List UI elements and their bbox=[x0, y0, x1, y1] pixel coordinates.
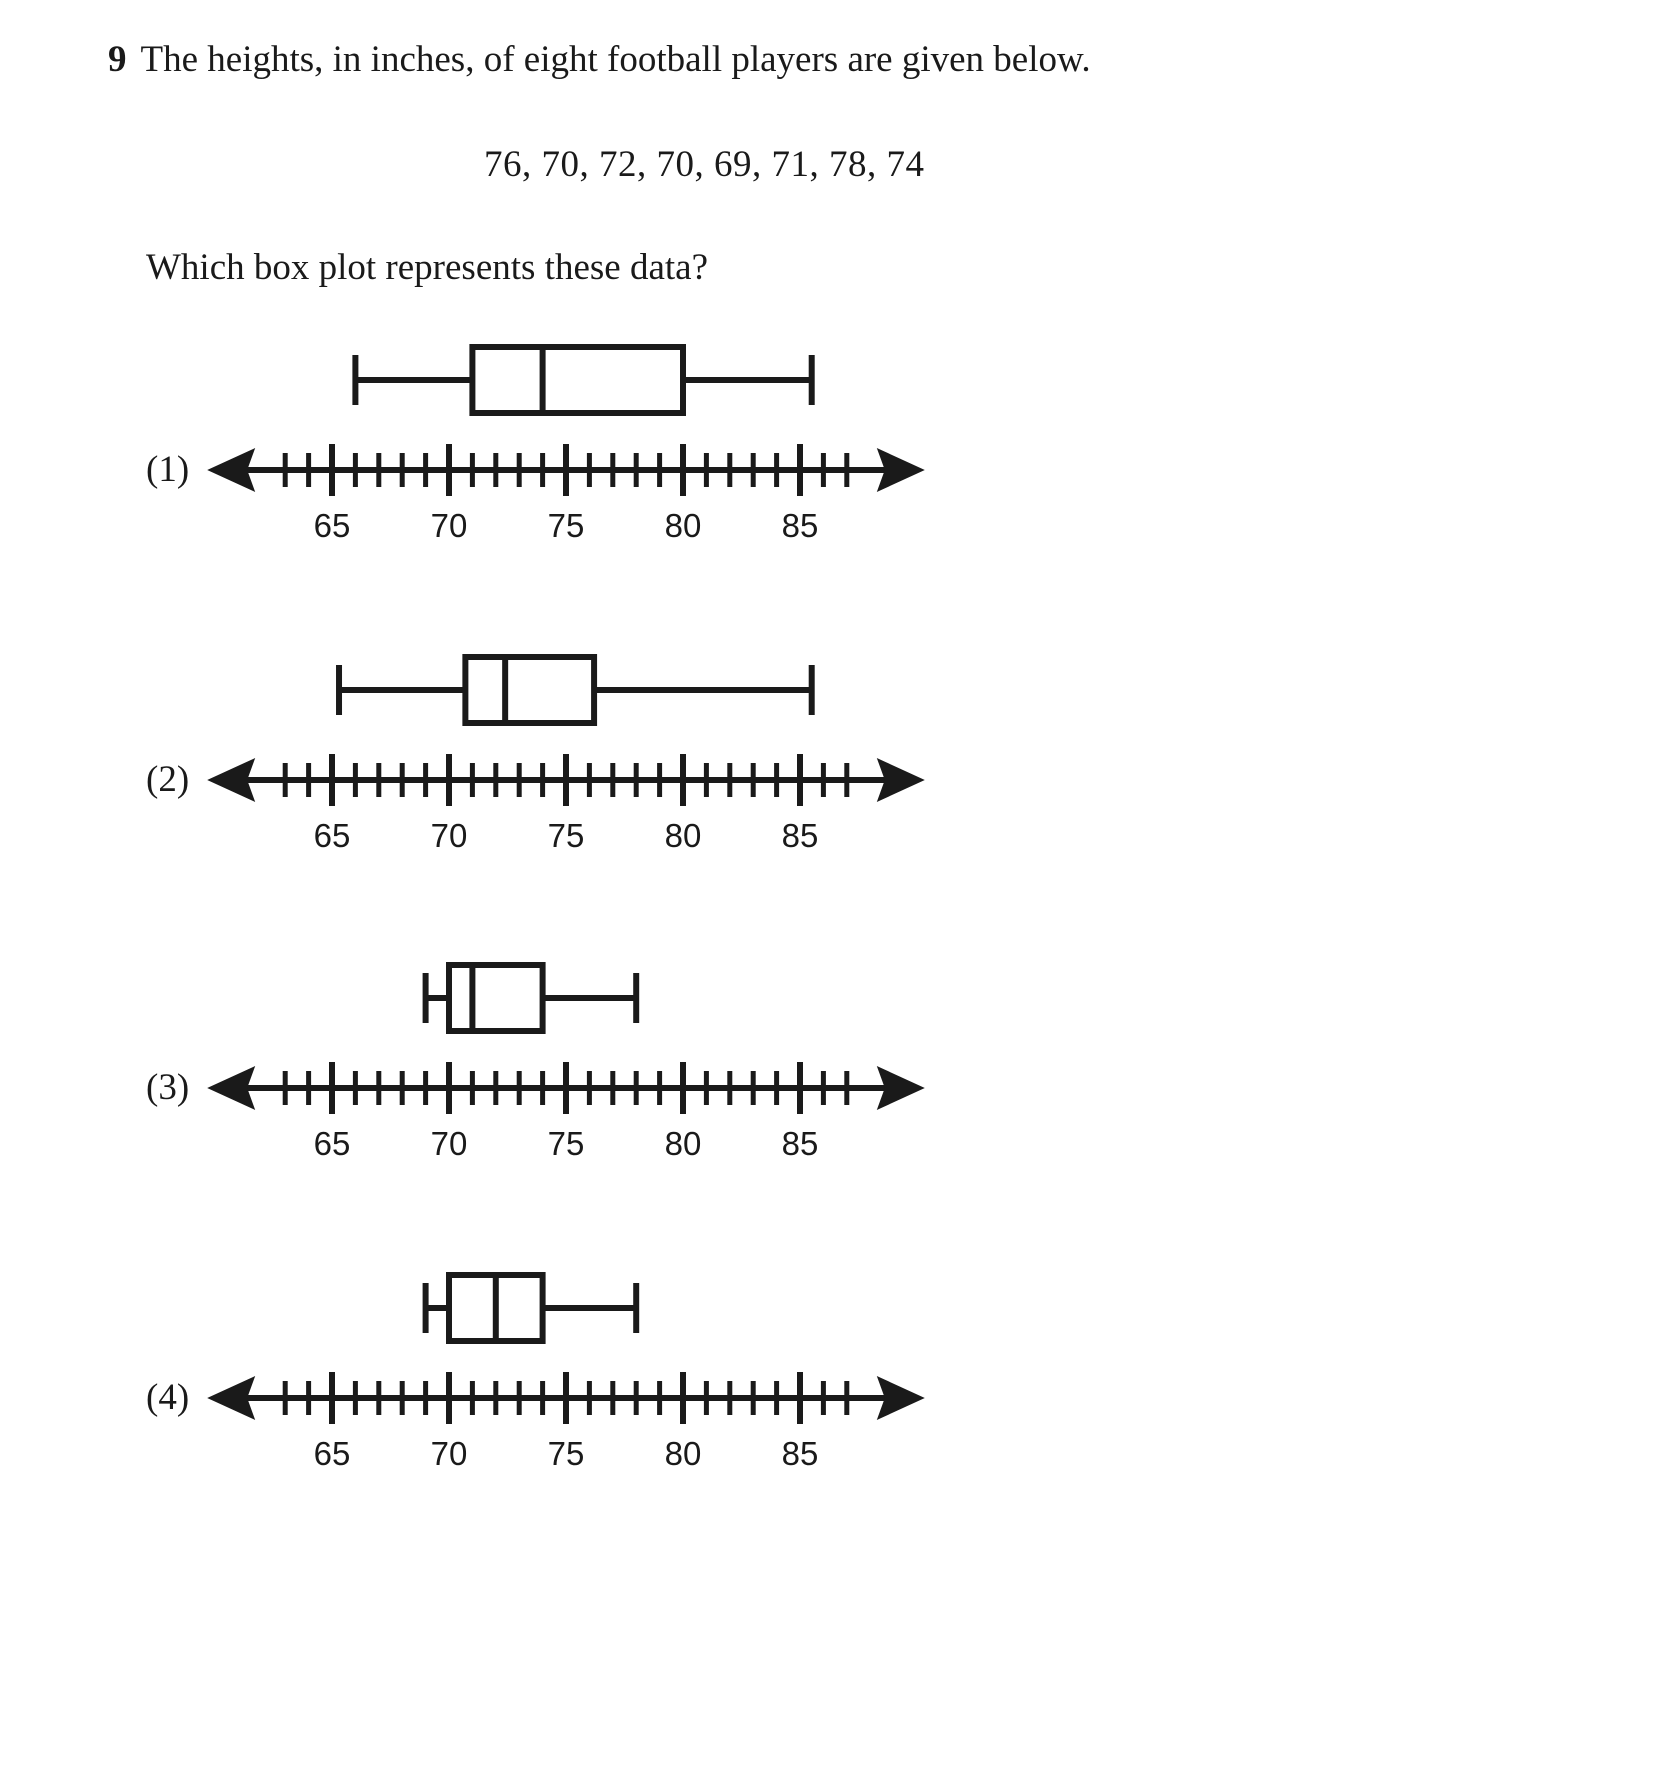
axis-tick-label: 75 bbox=[547, 817, 585, 854]
axis-tick-label: 80 bbox=[664, 1435, 702, 1472]
axis-tick-label: 65 bbox=[313, 507, 351, 544]
choice-3[interactable] bbox=[0, 948, 1664, 1208]
question-number: 9 bbox=[108, 39, 127, 80]
question-prompt: Which box plot represents these data? bbox=[146, 247, 708, 288]
axis-tick-label: 75 bbox=[547, 507, 585, 544]
question-stem-text: The heights, in inches, of eight football players are given below. bbox=[140, 39, 1091, 80]
axis-tick-label: 85 bbox=[781, 507, 819, 544]
axis-tick-label: 75 bbox=[547, 1435, 585, 1472]
choice-1-label: (1) bbox=[146, 449, 190, 490]
box-plot-1 bbox=[0, 330, 1664, 590]
axis-tick-label: 70 bbox=[430, 507, 468, 544]
question-stem bbox=[108, 38, 1091, 81]
axis-tick-label: 80 bbox=[664, 507, 702, 544]
axis-tick-label: 85 bbox=[781, 1435, 819, 1472]
choice-3-label: (3) bbox=[146, 1067, 190, 1108]
choice-4[interactable] bbox=[0, 1258, 1664, 1518]
choice-1[interactable] bbox=[0, 330, 1664, 590]
axis-tick-label: 70 bbox=[430, 1435, 468, 1472]
axis-tick-label: 65 bbox=[313, 1435, 351, 1472]
axis-tick-label: 70 bbox=[430, 817, 468, 854]
axis-tick-label: 85 bbox=[781, 817, 819, 854]
choice-2-label: (2) bbox=[146, 759, 190, 800]
axis-tick-label: 75 bbox=[547, 1125, 585, 1162]
data-values: 76, 70, 72, 70, 69, 71, 78, 74 bbox=[484, 144, 925, 185]
box-plot-3 bbox=[0, 948, 1664, 1208]
axis-tick-label: 70 bbox=[430, 1125, 468, 1162]
axis-tick-label: 65 bbox=[313, 1125, 351, 1162]
box-plot-2 bbox=[0, 640, 1664, 900]
axis-tick-label: 85 bbox=[781, 1125, 819, 1162]
axis-tick-label: 65 bbox=[313, 817, 351, 854]
axis-tick-label: 80 bbox=[664, 1125, 702, 1162]
choice-2[interactable] bbox=[0, 640, 1664, 900]
choice-4-label: (4) bbox=[146, 1377, 190, 1418]
box-plot-4 bbox=[0, 1258, 1664, 1518]
axis-tick-label: 80 bbox=[664, 817, 702, 854]
